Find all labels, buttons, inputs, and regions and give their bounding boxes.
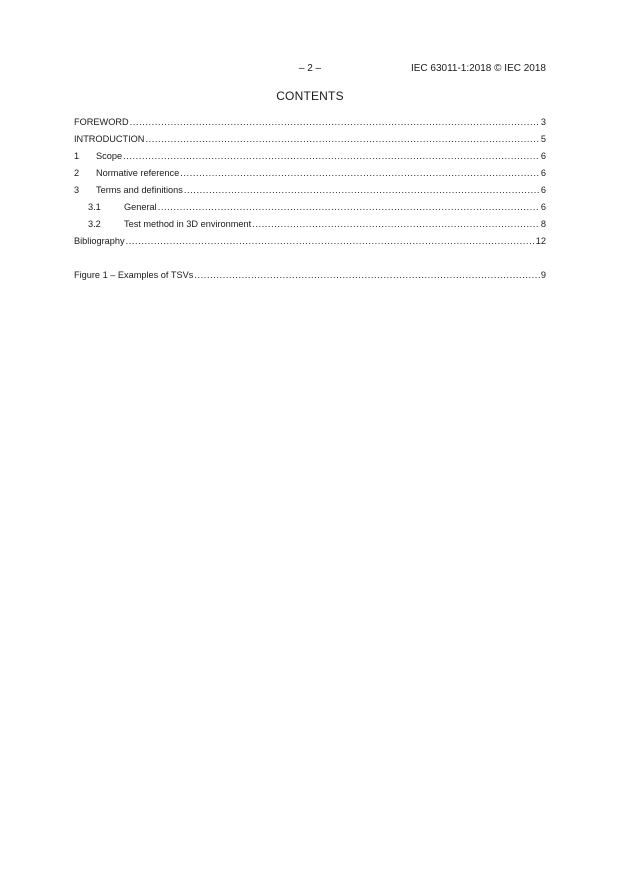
- toc-entry-terms-and-definitions[interactable]: [74, 182, 546, 199]
- toc-leader-dots: [194, 267, 540, 284]
- toc-entry-label: FOREWORD: [74, 117, 129, 127]
- toc-entry-page: 6: [540, 168, 546, 178]
- toc-entry-number: 3.2: [88, 219, 101, 229]
- toc-leader-dots: [184, 182, 540, 199]
- toc-entry-figure-1[interactable]: [74, 267, 546, 284]
- toc-leader-dots: [158, 199, 540, 216]
- toc-entry-page: 9: [540, 270, 546, 280]
- toc-entry-page: 6: [540, 202, 546, 212]
- toc-entry-label: INTRODUCTION: [74, 134, 145, 144]
- toc-entry-normative-reference[interactable]: [74, 165, 546, 182]
- toc-entry-bibliography[interactable]: [74, 233, 546, 250]
- toc-entry-number: 2: [74, 168, 80, 178]
- toc-entry-general[interactable]: [74, 199, 546, 216]
- toc-entry-number: 1: [74, 151, 80, 161]
- toc-leader-dots: [180, 165, 540, 182]
- page-header: [0, 63, 620, 77]
- toc-entry-label: Scope: [96, 151, 123, 161]
- toc-entry-page: 6: [540, 151, 546, 161]
- standard-reference: IEC 63011-1:2018 © IEC 2018: [410, 63, 546, 74]
- toc-leader-dots: [252, 216, 540, 233]
- table-of-contents: [74, 114, 546, 284]
- toc-entry-label: Terms and definitions: [96, 185, 183, 195]
- toc-entry-page: 8: [540, 219, 546, 229]
- toc-entry-label: General: [124, 202, 157, 212]
- toc-leader-dots: [123, 148, 540, 165]
- toc-entry-label: Normative reference: [96, 168, 180, 178]
- toc-entry-label: Test method in 3D environment: [124, 219, 252, 229]
- toc-entry-introduction[interactable]: [74, 131, 546, 148]
- toc-entry-scope[interactable]: [74, 148, 546, 165]
- toc-leader-dots: [126, 233, 535, 250]
- toc-entry-label: Figure 1 – Examples of TSVs: [74, 270, 194, 280]
- toc-leader-dots: [130, 114, 540, 131]
- toc-entry-foreword[interactable]: [74, 114, 546, 131]
- page-number: – 2 –: [298, 63, 322, 74]
- toc-spacer: [74, 250, 546, 267]
- toc-entry-page: 6: [540, 185, 546, 195]
- toc-entry-number: 3.1: [88, 202, 101, 212]
- toc-entry-label: Bibliography: [74, 236, 125, 246]
- toc-entry-page: 3: [540, 117, 546, 127]
- toc-entry-page: 5: [540, 134, 546, 144]
- toc-entry-number: 3: [74, 185, 80, 195]
- toc-entry-test-method[interactable]: [74, 216, 546, 233]
- toc-leader-dots: [145, 131, 539, 148]
- contents-title: CONTENTS: [276, 89, 344, 103]
- toc-entry-page: 12: [535, 236, 546, 246]
